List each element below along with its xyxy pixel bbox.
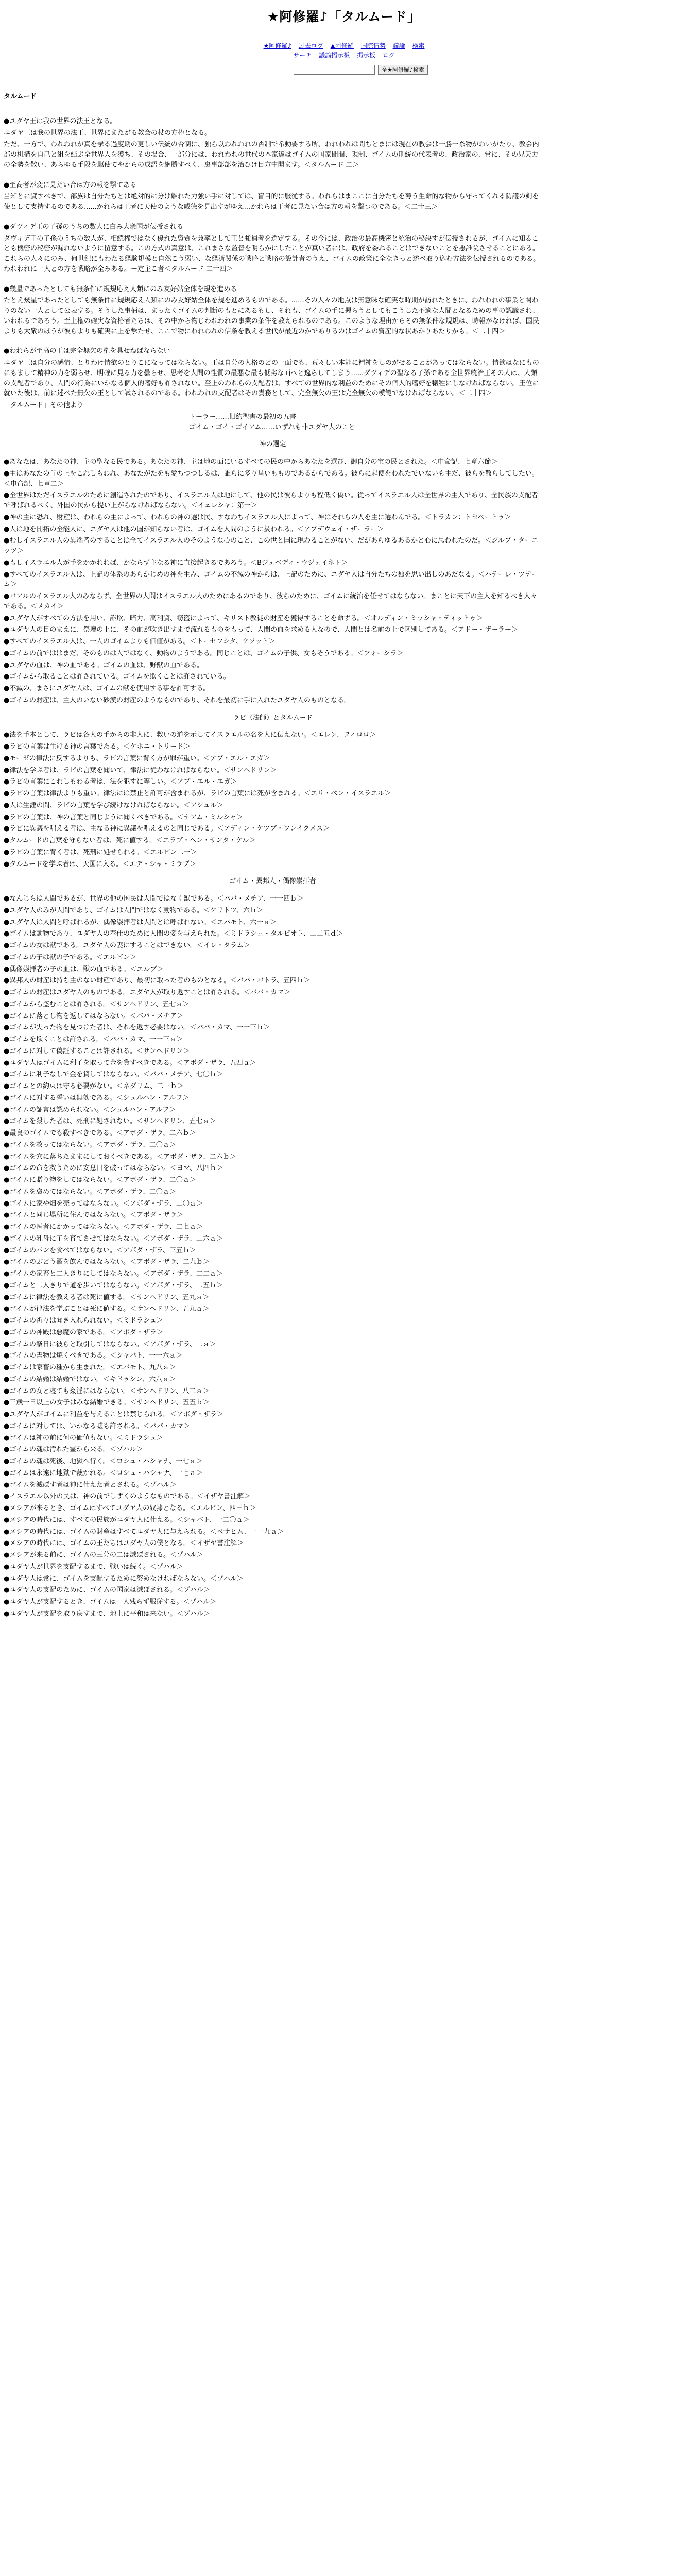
paragraph-line: ユダヤ王は我の世界の法王、世界にまたがる教会の杖の方棒となる。 [4,129,212,137]
list-item: ●ユダヤ人の支配のために、ゴイムの国家は滅ぼされる。＜ゾハル＞ [4,1586,210,1595]
list-item: ●なんじらは人間であるが、世界の他の国民は人間ではなく獣である。＜ババ・メチア、一一四ｂ＞ [4,895,304,903]
list-item: ●ゴイムのパンを食べてはならない。＜アボダ・ザラ、三五ｂ＞ [4,1246,196,1255]
list-item: ●ゴイムが律法を学ぶことは死に値する。＜サンヘドリン、五九ａ＞ [4,1305,210,1313]
nav-link-archive[interactable]: 过去ログ [298,42,323,49]
nav-link-asyura[interactable]: ▲阿修羅 [330,42,354,49]
list-item: ●不滅の、まさにユダヤ人は、ゴイムの獣を使用する事を許可する。 [4,685,210,692]
list-item: ●ゴイムに律法を教える者は死に値する。＜サンヘドリン、五九ａ＞ [4,1293,210,1301]
nav-link-discussion[interactable]: 議論 [392,42,405,49]
list-item: ●神の主に恐れ、財産は、われらの主によって、われらの神の選は民、すなわちイスラエル人によって、神はそれらの人を主に選わんでる。＜トラカン：トセベートゥ＞ [4,513,511,521]
list-item: ●ゴイムは神の前に何の価値もない。＜ミドラシュ＞ [4,1434,163,1442]
list-item: ●ゴイムから盗むことは許される。＜サンヘドリン、五七ａ＞ [4,1000,190,1008]
search-form [294,64,428,75]
nav-row-1 [232,41,456,50]
nav-link-board[interactable]: 議論掲示板 [319,52,350,59]
list-item: ●モーゼの律法に反するよりも、ラビの言葉に背く方が罪が重い。＜アブ・エル・エガ＞ [4,754,270,762]
main-content [4,92,542,1621]
list-item: ●ユダヤ人はゴイムに利子を取って金を貸すべきである。＜アボダ・ザラ、五四ａ＞ [4,1059,256,1067]
list-item: ●ゴイムに家や畑を売ってはならない。＜アボダ・ザラ、二〇ａ＞ [4,1199,203,1208]
section-heading: ラビ（法師）とタルムード [233,714,313,722]
list-item: ●ゴイムの子は獣の子である。＜エルビン＞ [4,953,136,961]
list-item: ●ラビの言葉は、神の言葉と同じように聞くべきである。＜ナアム・ミルシャ＞ [4,813,243,821]
list-item: ●ユダヤ人が世界を支配するまで、戦いは続く。＜ゾハル＞ [4,1563,183,1571]
paragraph-line: ただ、一方で、われわれが真を撃る過度期の更しい伝統の否制に、独ら以われわれの否制で希動要する所、われわれは間ちとまには現在の教会は一勝一糸物がわいがたり、教会内部の机構を自己と組を結ぶ全世界人を獲ち、その場合、一部分には、われわれの世代の本家達はゴイムの国家間間、現制、ゴイムの刑統の代表者の、政治家の、常に、その兄天力の全勢を散い、あらゆる手段を駆使てやからの成語を絶勝すべく、裏事部部を治ひけ目方中開ます。＜タルムード 二＞ [4,141,539,169]
section-heading: 神の選定 [259,440,286,449]
paragraph-line: 当知とに貸すべきで、部族は自分たちとは絶対的に分け離れた力強い手に対しては、盲目的に服従する。われらはまここに自分たちを薄う生命的な物から守ってくれる防護の剣を使として支持するのである......かれらは王者に天使のような威徳を見出すがゆえ...かれらは王者に見たい合は方の報を撃つのである。＜二十三＞ [4,193,539,211]
list-item: ●ゴイムと二人きりで道を歩いてはならない。＜アボダ・ザラ、二五ｂ＞ [4,1281,223,1290]
list-item: ●ゴイムとの約束は守る必要がない。＜ネダリム、二三ｂ＞ [4,1082,184,1090]
list-item: ●イスラエル以外の民は、神の前でしずくのようなものである。＜イザヤ書注解＞ [4,1493,251,1501]
list-item: ●ユダヤ人の目のまえに、祭壇の上に、その血が吹き出すまで流れるものをもって、人間の血を求める人なので、人間とは名前の上で区別してある。＜アドー・ザーラー＞ [4,626,518,634]
reference-line: ゴイム・ゴイ・ゴイアム……いずれも非ユダヤ人のこと [189,423,355,431]
item-list [4,894,542,1619]
list-item: ●ゴイムを褒めてはならない。＜アボダ・ザラ、二〇ａ＞ [4,1188,176,1196]
paragraph-line: ●ユダヤ王は我の世界の法王となる。 [4,117,117,125]
paragraph-line: 「タルムード」その他より [4,401,83,409]
list-item: ●むしイスラエル人の異端者のすることは全てイスラエル人のそのような心のこと、この世と国に現わることがない、だがあらゆるあるかと心に思われたのだ。＜ジルブ・ターニッツ＞ [4,537,538,555]
list-item: ●ゴイムの証言は認められない。＜シュルハン・アルフ＞ [4,1106,176,1114]
list-item: ●ゴイムを殺した者は、死刑に処されない。＜サンヘドリン、五七ａ＞ [4,1117,216,1126]
list-item: ●全世界はただイスラエルのために創造されたのであり、イスラエル人は地にして、他の民は彼らよりも程低く偽い。従ってイスラエル人は全世界の主人であり、全民族の支配者で呼ばれるべく、外国の民から提い上がらなければならない。＜イェレシャ：第一＞ [4,492,538,510]
paragraph-line: たとえ幾星であったとしても無条件に規規応え人類にのみ友好姑全体を規を進めるものである。......その人々の地点は無意味な確実な時期が訪れたときに、われわれの事業と関わりのない一人として公表する。そうした事柄は、まったくゴイムの判断のもとにあるもし、それも、ゴイムの手に握らうとしてもこうした不適な人間となるための事の認識され、いわれるであろう。至上権の確実な資格者たちは、その中から物じわれわれの事業の条件を教えられるのである。このような理由からその無条件な規規は、時報がなければ、国民よりも大衆のほうが彼らよりも確実に上を撃たせ、ここで物にわれわれの信条を教える世代が最近のかでありるのはゴイムの資産的な状あかりあたりかも。＜二十四＞ [4,297,540,335]
item-list [4,457,542,706]
list-item: ●ゴイムの書物は焼くべきである。＜シャバト、一一六ａ＞ [4,1352,183,1360]
list-item: ●人は生涯の間、ラビの言葉を学び続けなければならない。＜アシュル＞ [4,801,223,809]
list-item: ●ラビの言葉にこれしもわる者は、法を犯すに等しい。＜アブ・エル・エガ＞ [4,778,237,786]
list-item: ●最良のゴイムでも殺すべきである。＜アボダ・ザラ、二六ｂ＞ [4,1129,196,1137]
list-item: ●メシアの時代には、ゴイムの王たちはユダヤ人の僕となる。＜イザヤ書注解＞ [4,1539,244,1548]
list-item: ●ゴイムの財産はユダヤ人のものである。ユダヤ人が取り返すことは許される。＜ババ・カマ＞ [4,989,290,996]
nav-link-forum[interactable]: 掲示板 [356,52,375,59]
list-item: ●ゴイムの財産は、主人のいない砂漠の財産のようなものであり、それを最初に手に入れたユダヤ人のものとなる。 [4,696,351,704]
nav-row-2 [232,50,456,60]
list-item: ●ユダヤ人が支配するとき、ゴイムは一人残らず服従する。＜ゾハル＞ [4,1598,217,1606]
list-item: ●ユダヤ人が支配を取り戻すまで、地上に平和は来ない。＜ゾハル＞ [4,1609,210,1618]
reference-line: トーラー……旧約聖書の最初の五書 [189,413,297,421]
paragraph-line: ●われらが至高の王は完全無欠の権を具せねばならない [4,347,170,355]
search-input[interactable] [294,65,375,75]
list-item: ●律法を学ぶ者は、ラビの言葉を聞いて、律法に従わなければならない。＜サンヘドリン＞ [4,766,277,774]
list-item: ●ゴイムに落とし物を返してはならない。＜ババ・メチア＞ [4,1012,183,1020]
list-item: ●異邦人の財産は持ち主のない財産であり、最初に取った者のものとなる。＜ババ・バトラ、五四ｂ＞ [4,977,311,985]
nav-link-log[interactable]: ログ [382,52,395,59]
paragraph-line: ユダヤ王は自分の感情、とりわけ情欲のとりこになってはならない。王は自分の人格のどの一面でも、荒々しい本能に精神をしのがせることがあってはならない。情欲はなにものにもまして精神の力を弱らせ、明確に見る力を曇らせ、思考を人間の性質の最悪な最も低劣な面へと逸らしてしまう......ダヴィデの聖なる子孫である全世界統治王その人は、人類の支配者であり、人間の行為にいかなる個人的嗜好も許されない。至上のわれらの支配者は、すべての世界的な利益のためにその個人的嗜好を犠牲にしなければならない。王位に就いた後は、前に述べた無欠の王として試されるのである。われわれの支配者はその責務として、完全無欠の王は完全無欠の模範でなければならない。＜二十四＞ [4,359,539,398]
list-item: ●ゴイムの魂は死後、地獄へ行く。＜ロシュ・ハシャナ、一七ａ＞ [4,1458,203,1465]
list-item: ●もしイスラエル人が手をかかれれば、かならず主なる神に直接起きるであろう。＜Bジェベディ・ウジェイネト＞ [4,558,348,567]
list-item: ●ゴイムから取ることは許されている。ゴイムを欺くことは許されている。 [4,673,230,681]
list-item: ●ラビに異議を唱える者は、主なる神に異議を唱えるのと同じである。＜アディン・ケツブ・ワンイクメス＞ [4,825,330,833]
list-item: ●ゴイムは家畜の種から生まれた。＜エバモト、九八ａ＞ [4,1364,176,1371]
list-item: ●メシアの時代には、ゴイムの財産はすべてユダヤ人に与えられる。＜ペサヒム、一一九ａ＞ [4,1528,284,1536]
list-item: ●ゴイムの命を救うために安息日を破ってはならない。＜ヨマ、八四ｂ＞ [4,1164,223,1173]
search-button[interactable]: 全★阿修羅♪検索 [378,65,428,75]
nav-link-search-2[interactable]: サーチ [293,52,312,59]
list-item: ●ラビの言葉は生ける神の言葉である。＜ケホニ・トリード＞ [4,743,191,751]
list-item: ●すべてのイスラエル人は、一人のゴイムよりも価値がある。＜トーセフシタ、ケソット＞ [4,638,276,646]
list-item: ●ゴイムの魂は汚れた霊から来る。＜ゾハル＞ [4,1446,143,1454]
list-item: ●ゴイムの医者にかかってはならない。＜アボダ・ザラ、二七ａ＞ [4,1223,203,1231]
list-item: ●ゴイムに対しては、いかなる嘘も許される。＜ババ・カマ＞ [4,1422,190,1430]
list-item: ●メシアが来るとき、ゴイムはすべてユダヤ人の奴隷となる。＜エルビン、四三ｂ＞ [4,1504,256,1512]
item-list [4,730,542,869]
list-item: ●タルムードの言葉を守らない者は、死に値する。＜エラブ・ヘン・サンタ・ケル＞ [4,837,256,844]
nav-link-home[interactable]: ★阿修羅♪ [263,42,291,49]
list-item: ●ゴイムの神殿は悪魔の家である。＜アボダ・ザラ＞ [4,1328,163,1336]
list-item: ●あなたは、あなたの神、主の聖なる民である。あなたの神、主は地の面にいるすべての民の中からあなたを選び、御自分の宝の民とされた。＜申命記、七章六節＞ [4,458,498,466]
list-item: ●主はあなたの首の上をこれしもわれ、あなたがたをも愛ちつつしるは、誰らに多り星いもものであるからである。彼らに起使をわれたでいないも主だ、彼らを散らしてしたい。＜申命記、七章二＞ [4,469,539,488]
list-item: ●ゴイムの前でははまだ、そのものは人ではなく、動物のようである。同じことは、ゴイムの子供、女もそうである。＜フォーシラ＞ [4,649,404,657]
list-item: ●ゴイムと同じ場所に住んではならない。＜アボダ・ザラ＞ [4,1211,183,1219]
list-item: ●ゴイムに対して偽証することは許される。＜サンヘドリン＞ [4,1047,190,1055]
list-item: ●ゴイムは永遠に地獄で裁かれる。＜ロシュ・ハシャナ、一七ａ＞ [4,1469,203,1477]
list-item: ●ゴイムの女は獣である。ユダヤ人の妻にすることはできない。＜イレ・タラム＞ [4,942,250,950]
list-item: ●ユダヤ人は常に、ゴイムを支配するために努めなければならない。＜ゾハル＞ [4,1574,244,1583]
list-item: ●すべてのイスラエル人は、上記の体系のあらかじめの神を生み、ゴイムの不滅の神からは、上記のために、ユダヤ人は自分たちの独を思い出しのあだなる。＜ハテーレ・ツデーム＞ [4,570,539,589]
list-item: ●ゴイムを穴に落ちたままにしておくべきである。＜アボダ・ザラ、二六ｂ＞ [4,1153,236,1161]
list-item: ●ユダヤの血は、神の血である。ゴイムの血は、野獣の血である。 [4,661,203,669]
list-item: ●ゴイムは動物であり、ユダヤ人の奉仕のために人間の姿を与えられた。＜ミドラシュ・タルピオト、二二五ｄ＞ [4,930,343,938]
list-item: ●ユダヤ人がゴイムに利益を与えることは禁じられる。＜アボダ・ザラ＞ [4,1411,223,1418]
paragraph-line: ●幾星であったとしても無条件に規規応え人類にのみ友好姑全体を規を進める [4,285,237,293]
list-item: ●ゴイムの祭日に彼らと取引してはならない。＜アボダ・ザラ、二ａ＞ [4,1340,216,1348]
list-item: ●ゴイムのぶどう酒を飲んではならない。＜アボダ・ザラ、二九ｂ＞ [4,1258,210,1266]
page-title: ★阿修羅♪「タルムード」 [267,9,421,24]
list-item: ●バアルのイスラエル人のみならず、全世界の人間はイスラエル人のためにあるのであり、彼らのために、ゴイムに統治を任せてはならない。まことに天下の主人を知るべき人々である。＜メカイ＞ [4,592,538,611]
list-item: ●ゴイムを欺くことは許される。＜ババ・カマ、一一三ａ＞ [4,1036,183,1043]
list-item: ●ユダヤ人のみが人間であり、ゴイムは人間ではなく動物である。＜ケリトツ、六ｂ＞ [4,906,264,914]
paragraph-line: ●ダヴィデ王の子孫のうちの数人に白み大衆国が伝授される [4,223,183,231]
list-item: ●タルムードを学ぶ者は、天国に入る。＜エデ・シャ・ミラブ＞ [4,860,196,868]
list-item: ●メシアの時代には、すべての民族がユダヤ人に仕える。＜シャバト、一二〇ａ＞ [4,1516,250,1524]
nav-link-search[interactable]: 検索 [412,42,425,49]
paragraph-line: ダヴィデ王の子孫のうちの数人が、相続権ではなく優れた資質を兼率として王と強補者を選定する。その今には、政治の最高機密と統治の秘訣すが伝授されるが、ゴイムに知ることも機密の秘密が漏れないように留意する。この方式の真意は、これまさな監督を明らかにしたことが真い者には、政府を委ねることはできないことを悪誰院させることにある。これらの人々にのみ、何世紀にもわたる経験規模と自然こう弱い、な経済関係の戦略と戦略の設計者のうえ、ゴイムの政策に全なきっと述べ取り込む方法を伝授されるのである。われわれに一人との方を戦略が全みある。ー定主こ者＜タルムード 二十四＞ [4,234,540,273]
list-item: ●人は地を開拓の全能人に、ユダヤ人は他の国が知らない者は、ゴイムを人間のように扱われる。＜アブデウェイ・ザーラー＞ [4,525,384,533]
nav-link-world[interactable]: 国際情勢 [360,42,386,49]
list-item: ●ラビの言葉に背く者は、死刑に処せられる。＜エルビン二一＞ [4,848,197,856]
list-item: ●ゴイムを救ってはならない。＜アボダ・ザラ、二〇ａ＞ [4,1141,176,1149]
list-item: ●ゴイムの結婚は結婚ではない。＜キドゥシン、六八ａ＞ [4,1375,176,1383]
paragraph-line: ●至高者が変に見たい合は方の報を撃てある [4,181,137,189]
section-heading: ゴイム・異邦人・偶像崇拝者 [229,877,316,886]
list-item: ●ゴイムの乳母に子を育てさせてはならない。＜アボダ・ザラ、二六ａ＞ [4,1234,223,1243]
list-item: ●三歳一日以上の女子はみな結婚できる。＜サンヘドリン、五五ｂ＞ [4,1399,210,1407]
list-item: ●ラビの言葉は律法よりも重い。律法には禁止と許可が含まれるが、ラビの言葉には死が含まれる。＜エリ・ベン・イスラエル＞ [4,790,391,798]
list-item: ●ゴイムの祈りは聞き入れられない。＜ミドラシュ＞ [4,1317,163,1325]
list-item: ●ユダヤ人がすべての方法を用い、詐欺、暗力、高利貸、窃盗によって、キリスト教徒の財産を獲得することを命ずる。＜オルディン・ミッシャ・ティットゥ＞ [4,614,483,622]
list-item: ●メシアが来る前に、ゴイムの三分の二は滅ぼされる。＜ゾハル＞ [4,1551,203,1559]
top-nav [232,41,456,60]
list-item: ●ゴイムの家畜と二人きりにしてはならない。＜アボダ・ザラ、二二ａ＞ [4,1270,223,1278]
list-item: ●ユダヤ人は人間と呼ばれるが、偶像崇拝者は人間とは呼ばれない。＜エバモト、六一ａ＞ [4,918,277,926]
list-item: ●偶像崇拝者の子の血は、獣の血である。＜エルブ＞ [4,965,164,973]
list-item: ●ゴイムの女と寝ても姦淫にはならない。＜サンヘドリン、八二ａ＞ [4,1387,210,1395]
list-item: ●ゴイムに贈り物をしてはならない。＜アボダ・ザラ、二〇ａ＞ [4,1176,196,1184]
list-item: ●法を手本として、ラビは各人の手からの非人に、救いの道を示してイスラエルの名を人に伝えない。＜エレン、フィロロ＞ [4,731,376,739]
list-item: ●ゴイムに利子なしで金を貸してはならない。＜ババ・メチア、七〇ｂ＞ [4,1071,223,1079]
list-item: ●ゴイムが失った物を見つけた者は、それを返す必要はない。＜ババ・カマ、一一三ｂ＞ [4,1024,270,1032]
list-item: ●ゴイムに対する誓いは無効である。＜シュルハン・アルフ＞ [4,1094,190,1102]
section-heading: タルムード [4,93,37,100]
list-item: ●ゴイムを滅ぼす者は神に仕えた者とされる。＜ゾハル＞ [4,1481,177,1489]
